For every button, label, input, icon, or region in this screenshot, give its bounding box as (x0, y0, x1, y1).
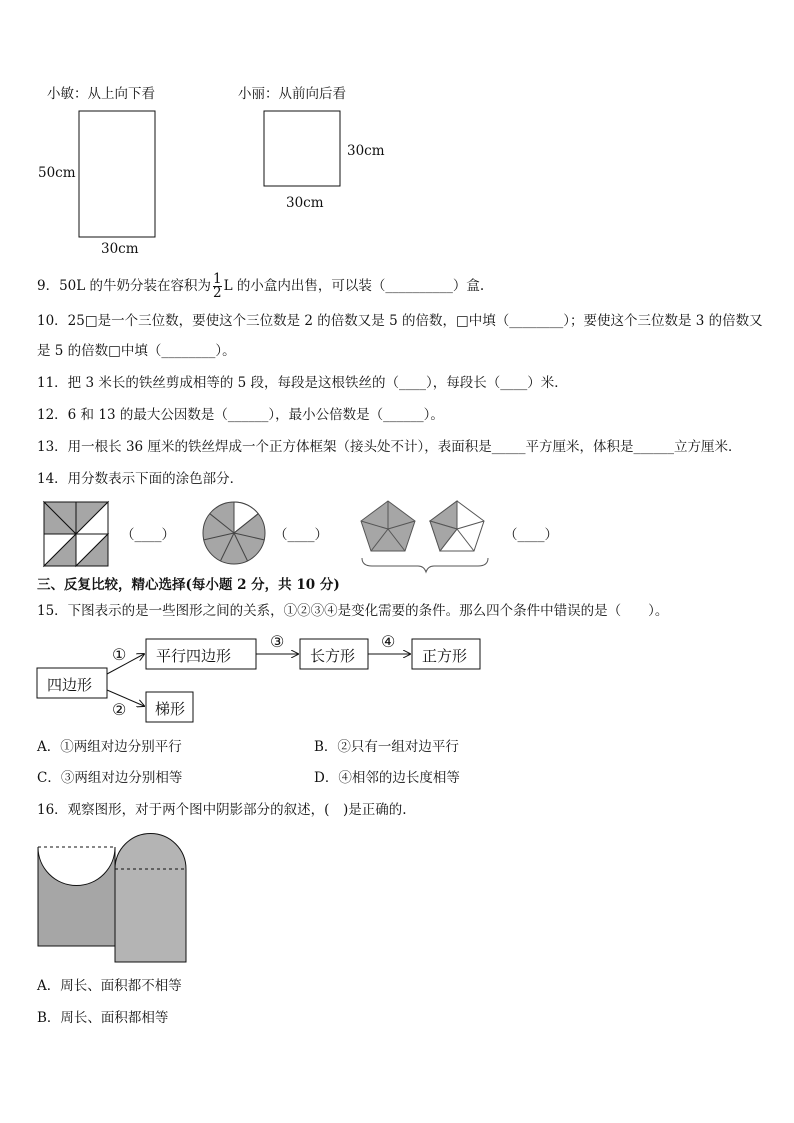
views-figure (0, 0, 794, 270)
section-3-heading: 三、反复比较，精心选择(每小题 2 分，共 10 分) (37, 577, 340, 593)
q14-blank-3: （____） (504, 527, 558, 543)
node-square: 正方形 (422, 647, 468, 665)
q15-option-d: D．④相邻的边长度相等 (314, 770, 460, 786)
question-10-line1: 10．25□是一个三位数，要使这个三位数是 2 的倍数又是 5 的倍数，□中填（________）；要使这个三位数是 3 的倍数又 (37, 313, 763, 329)
question-9 (37, 273, 484, 300)
q14-figures (0, 490, 794, 575)
min-height-label: 50cm (38, 165, 76, 181)
q9-fraction (213, 273, 222, 300)
shape-left-shaded (38, 847, 115, 946)
cond-3: ③ (270, 632, 285, 651)
cond-2: ② (112, 700, 127, 719)
pentagon-figure-2 (430, 501, 484, 551)
node-rect: 长方形 (310, 647, 356, 665)
pentagon-brace (362, 558, 488, 572)
square-figure (44, 502, 108, 566)
node-trap: 梯形 (155, 700, 186, 718)
view-label-li: 小丽：从前向后看 (238, 86, 346, 102)
question-11: 11．把 3 米长的铁丝剪成相等的 5 段，每段是这根铁丝的（____），每段长（____）米． (37, 375, 568, 391)
q9-before: 9．50L 的牛奶分装在容积为 (37, 278, 212, 294)
cond-1: ① (112, 645, 127, 664)
circle-figure (203, 502, 265, 564)
question-13: 13．用一根长 36 厘米的铁丝焊成一个正方体框架（接头处不计），表面积是_____平方厘米，体积是______立方厘米． (37, 439, 742, 455)
shape-right-shaded (115, 834, 186, 963)
front-view-rect (264, 111, 340, 186)
node-quad: 四边形 (47, 676, 93, 694)
q15-option-b: B．②只有一组对边平行 (314, 739, 459, 755)
li-width-label: 30cm (286, 195, 324, 211)
question-15: 15．下图表示的是一些图形之间的关系，①②③④是变化需要的条件。那么四个条件中错误的是（ ）。 (37, 603, 669, 619)
question-12: 12．6 和 13 的最大公因数是（______），最小公倍数是（______）。 (37, 407, 444, 423)
question-14: 14．用分数表示下面的涂色部分． (37, 471, 244, 487)
q15-option-a: A．①两组对边分别平行 (37, 739, 182, 755)
q9-den: 2 (213, 285, 222, 301)
q9-after: L 的小盒内出售，可以装（__________）盒. (223, 278, 485, 294)
q14-blank-2: （____） (274, 527, 328, 543)
node-para: 平行四边形 (156, 647, 232, 665)
q16-option-b: B．周长、面积都相等 (37, 1010, 169, 1026)
q16-option-a: A．周长、面积都不相等 (37, 978, 182, 994)
li-height-label: 30cm (347, 143, 385, 159)
q16-figures (0, 830, 794, 970)
cond-4: ④ (381, 632, 396, 651)
question-16: 16．观察图形，对于两个图中阴影部分的叙述，( )是正确的. (37, 802, 407, 818)
min-width-label: 30cm (101, 241, 139, 257)
pentagon-figure-1 (361, 501, 415, 551)
q9-num: 1 (213, 271, 222, 287)
q15-option-c: C．③两组对边分别相等 (37, 770, 183, 786)
q14-blank-1: （____） (121, 527, 175, 543)
view-label-min: 小敏：从上向下看 (47, 86, 155, 102)
top-view-rect (79, 111, 155, 237)
question-10-line2: 是 5 的倍数□中填（________）。 (37, 343, 236, 359)
